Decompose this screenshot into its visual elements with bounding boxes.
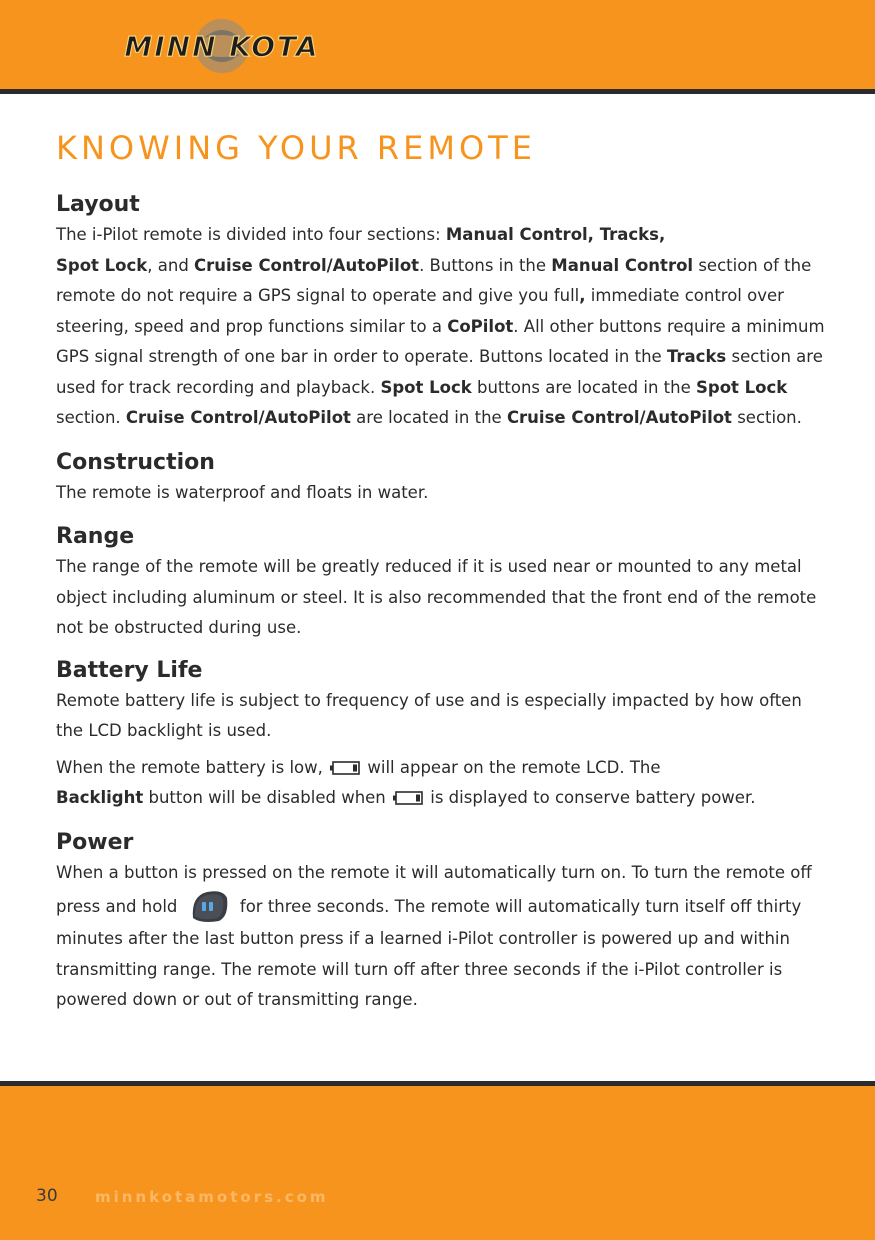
- construction-section: [56, 448, 826, 509]
- page-content: [56, 128, 826, 1016]
- range-heading: Range: [56, 524, 135, 549]
- layout-text: The i-Pilot remote is divided into four sections: Manual Control, Tracks, Spot Lock, and Cruise Control/AutoPilot. Buttons in the Manual Control section of the remote do not require a GPS signal to operate and give you full, immediate control over steering, speed and prop functions similar to a CoPilot. All other buttons require a minimum GPS signal strength of one bar in order to operate. Buttons located in the Tracks section are used for track recording and playback. Spot Lock buttons are located in the Spot Lock section. Cruise Control/AutoPilot are located in the Cruise Control/AutoPilot section.: [56, 225, 825, 427]
- battery-low-text: When the remote battery is low, will appear on the remote LCD. The Backlight button will be disabled when is displayed to conserve battery power.: [56, 757, 756, 807]
- power-text: When a button is pressed on the remote it will automatically turn on. To turn the remote off press and hold for three seconds. The remote will automatically turn itself off thirty minutes after the last button press if a learned i-Pilot controller is powered up and within transmitting range. The remote will turn off after three seconds if the i-Pilot controller is powered down or out of transmitting range.: [56, 862, 812, 1009]
- low-battery-icon: [330, 761, 360, 775]
- battery-text: Remote battery life is subject to frequency of use and is especially impacted by how often the LCD backlight is used.: [56, 690, 802, 740]
- battery-heading: Battery Life: [56, 657, 203, 683]
- low-battery-icon: [393, 791, 423, 805]
- power-heading: Power: [56, 829, 134, 855]
- layout-section: [56, 190, 826, 434]
- page-title: KNOWING YOUR REMOTE: [56, 129, 536, 167]
- construction-text: The remote is waterproof and floats in water.: [56, 482, 429, 502]
- minn-kota-logo: [92, 18, 352, 74]
- header-rule: [0, 89, 875, 94]
- page-number: 30: [36, 1186, 58, 1206]
- svg-text:MINN KOTA: MINN KOTA: [124, 30, 320, 63]
- page-footer: [0, 1086, 875, 1240]
- footer-url[interactable]: minnkotamotors.com: [95, 1188, 329, 1206]
- power-section: [56, 828, 826, 1016]
- range-section: [56, 522, 826, 644]
- range-text: The range of the remote will be greatly reduced if it is used near or mounted to any metal object including aluminum or steel. It is also recommended that the front end of the remote not be obstructed during use.: [56, 557, 817, 637]
- battery-section: [56, 656, 826, 814]
- power-button-icon: [189, 888, 229, 924]
- construction-heading: Construction: [56, 449, 215, 475]
- layout-heading: Layout: [56, 192, 140, 217]
